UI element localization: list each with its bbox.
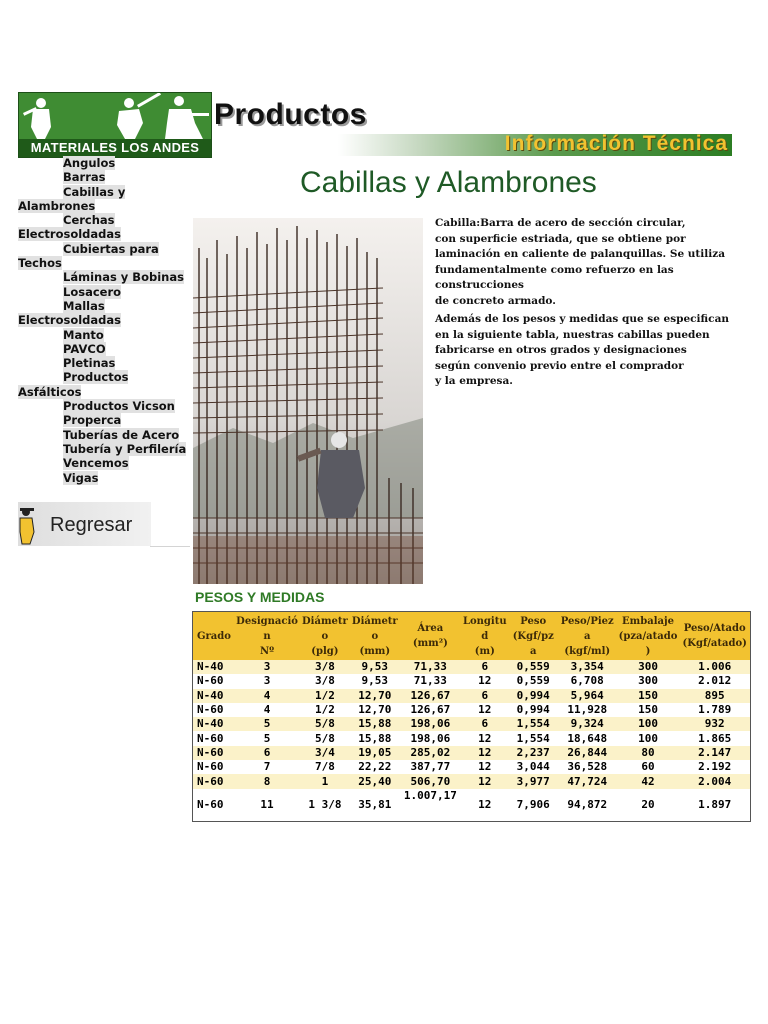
sidebar-item-losacero[interactable]: Losacero [63, 284, 122, 299]
table-cell: N-60 [193, 703, 235, 717]
table-cell: 1 3/8 [300, 789, 350, 822]
table-cell: 2.012 [679, 674, 750, 688]
company-logo [18, 92, 212, 158]
table-cell: 9,53 [350, 674, 400, 688]
table-row [193, 660, 751, 674]
table-row [193, 746, 751, 760]
sidebar-item-barras[interactable]: Barras [63, 170, 106, 185]
workers-silhouette-icon [19, 93, 211, 139]
table-cell: 3 [234, 674, 300, 688]
table-cell: N-60 [193, 760, 235, 774]
table-cell: 3 [234, 660, 300, 674]
table-cell: 12 [461, 731, 509, 745]
table-cell: 2.147 [679, 746, 750, 760]
table-cell: 5 [234, 731, 300, 745]
table-cell: 26,844 [558, 746, 617, 760]
table-cell: 5/8 [300, 731, 350, 745]
table-cell: 4 [234, 703, 300, 717]
specs-table [192, 611, 751, 822]
table-cell: 11,928 [558, 703, 617, 717]
sidebar-item-pavco[interactable]: PAVCO [63, 341, 106, 356]
table-cell: 35,81 [350, 789, 400, 822]
cabilla-description: Cabilla:Barra de acero de sección circular, con superficie estriada, que se obtiene por laminación en caliente de palanquillas. Se utiliza fundamentalmente como refuerzo en las construcciones de concreto armado. [435, 217, 726, 307]
table-cell: 11 [234, 789, 300, 822]
table-cell: 80 [617, 746, 680, 760]
table-cell: 198,06 [400, 717, 461, 731]
table-cell: N-60 [193, 774, 235, 788]
table-cell: 0,559 [509, 660, 558, 674]
table-cell: 506,70 [400, 774, 461, 788]
table-cell: 3,044 [509, 760, 558, 774]
sidebar-item-pletinas[interactable]: Pletinas [63, 356, 116, 371]
table-cell: 12,70 [350, 703, 400, 717]
table-row [193, 789, 751, 822]
table-cell: 8 [234, 774, 300, 788]
table-cell: 12 [461, 703, 509, 717]
table-cell: 12 [461, 774, 509, 788]
table-cell: 6 [461, 717, 509, 731]
sidebar-item-vencemos[interactable]: Vencemos [63, 456, 129, 471]
back-button-label: Regresar [50, 514, 133, 536]
sidebar-item-manto[interactable]: Manto [63, 327, 104, 342]
sidebar-item-properca[interactable]: Properca [63, 413, 122, 428]
info-banner [338, 134, 732, 156]
table-cell: 126,67 [400, 689, 461, 703]
table-cell: 71,33 [400, 660, 461, 674]
table-cell: N-60 [193, 789, 235, 822]
col-header-designacion: Designació n Nº [234, 612, 300, 661]
table-cell: 3/8 [300, 660, 350, 674]
table-cell: 6 [234, 746, 300, 760]
table-cell: 3/8 [300, 674, 350, 688]
table-cell: 1/2 [300, 689, 350, 703]
table-cell: 7/8 [300, 760, 350, 774]
table-cell: 300 [617, 674, 680, 688]
table-cell: 4 [234, 689, 300, 703]
products-title: Productos [214, 98, 367, 131]
table-cell: 100 [617, 717, 680, 731]
table-row [193, 674, 751, 688]
table-cell: N-40 [193, 660, 235, 674]
table-row [193, 774, 751, 788]
col-header-area: Área (mm²) [400, 612, 461, 661]
table-cell: 0,994 [509, 703, 558, 717]
table-cell: 1.865 [679, 731, 750, 745]
table-row [193, 731, 751, 745]
table-cell: 3,354 [558, 660, 617, 674]
table-cell: 12 [461, 789, 509, 822]
table-cell: 2.192 [679, 760, 750, 774]
table-cell: N-40 [193, 689, 235, 703]
col-header-peso-atado: Peso/Atado (Kgf/atado) [679, 612, 750, 661]
table-cell: 19,05 [350, 746, 400, 760]
col-header-peso-pieza: Peso/Piez a (kgf/ml) [558, 612, 617, 661]
table-cell: 3/4 [300, 746, 350, 760]
table-cell: 18,648 [558, 731, 617, 745]
sidebar-item-mallas[interactable]: Mallas Electrosoldadas [18, 298, 122, 328]
logo-text: MATERIALES LOS ANDES [19, 139, 211, 157]
table-row [193, 703, 751, 717]
sidebar-item-angulos[interactable]: Angulos [63, 156, 116, 170]
table-cell: 12,70 [350, 689, 400, 703]
table-cell: 1.006 [679, 660, 750, 674]
table-cell: 7 [234, 760, 300, 774]
col-header-diametro-mm: Diámetr o (mm) [350, 612, 400, 661]
table-cell: 60 [617, 760, 680, 774]
table-cell: 71,33 [400, 674, 461, 688]
table-cell: 9,324 [558, 717, 617, 731]
table-cell: 2,237 [509, 746, 558, 760]
table-cell: 1.007,17 [400, 789, 461, 822]
table-cell: 12 [461, 760, 509, 774]
col-header-longitud: Longitu d (m) [461, 612, 509, 661]
table-cell: 20 [617, 789, 680, 822]
table-cell: 932 [679, 717, 750, 731]
col-header-diametro-plg: Diámetr o (plg) [300, 612, 350, 661]
table-cell: 47,724 [558, 774, 617, 788]
table-cell: 2.004 [679, 774, 750, 788]
table-cell: N-60 [193, 731, 235, 745]
sidebar-item-cabillas[interactable]: Cabillas y Alambrones [18, 184, 126, 213]
sidebar-item-cubiertas[interactable]: Cubiertas para Techos [18, 241, 159, 271]
table-cell: 1,554 [509, 717, 558, 731]
table-cell: 895 [679, 689, 750, 703]
table-cell: 150 [617, 703, 680, 717]
table-cell: 300 [617, 660, 680, 674]
sidebar-item-laminas[interactable]: Láminas y Bobinas [63, 270, 184, 285]
col-header-embalaje: Embalaje (pza/atado ) [617, 612, 680, 661]
table-cell: N-40 [193, 717, 235, 731]
table-row [193, 689, 751, 703]
sidebar-item-vicson[interactable]: Productos Vicson [63, 399, 175, 414]
additional-info: Además de los pesos y medidas que se especifican en la siguiente tabla, nuestras cabillas pueden fabricarse en otros grados y designaciones según convenio previo entre el comprador y la empresa. [435, 313, 729, 388]
table-cell: 0,994 [509, 689, 558, 703]
table-cell: 94,872 [558, 789, 617, 822]
table-cell: 5,964 [558, 689, 617, 703]
table-row [193, 717, 751, 731]
table-cell: 15,88 [350, 717, 400, 731]
sidebar-item-cerchas[interactable]: Cerchas Electrosoldadas [18, 213, 122, 242]
table-cell: 1.897 [679, 789, 750, 822]
table-cell: 150 [617, 689, 680, 703]
table-body [193, 660, 751, 821]
table-cell: N-60 [193, 674, 235, 688]
table-cell: 1,554 [509, 731, 558, 745]
table-cell: 3,977 [509, 774, 558, 788]
table-cell: 5 [234, 717, 300, 731]
page-title: Cabillas y Alambrones [300, 166, 597, 199]
back-button[interactable] [18, 502, 151, 546]
table-cell: 1 [300, 774, 350, 788]
table-cell: 22,22 [350, 760, 400, 774]
info-banner-text: Información Técnica [504, 132, 728, 155]
table-cell: 25,40 [350, 774, 400, 788]
table-cell: 12 [461, 746, 509, 760]
table-cell: 126,67 [400, 703, 461, 717]
col-header-grado: Grado [193, 612, 235, 661]
table-row [193, 760, 751, 774]
table-cell: 0,559 [509, 674, 558, 688]
table-cell: 12 [461, 674, 509, 688]
section-heading: PESOS Y MEDIDAS [195, 589, 325, 605]
table-cell: 1.789 [679, 703, 750, 717]
sidebar-item-tuberias-acero[interactable]: Tuberías de Acero [63, 427, 180, 442]
divider [150, 546, 190, 547]
table-cell: 198,06 [400, 731, 461, 745]
table-cell: 9,53 [350, 660, 400, 674]
table-cell: 1/2 [300, 703, 350, 717]
table-cell: 6,708 [558, 674, 617, 688]
table-cell: 6 [461, 689, 509, 703]
table-header-row [193, 612, 751, 661]
table-cell: 7,906 [509, 789, 558, 822]
table-cell: 36,528 [558, 760, 617, 774]
table-cell: 387,77 [400, 760, 461, 774]
table-cell: 42 [617, 774, 680, 788]
table-cell: 285,02 [400, 746, 461, 760]
rebar-construction-photo [193, 218, 423, 584]
table-cell: N-60 [193, 746, 235, 760]
sidebar-item-vigas[interactable]: Vigas [63, 470, 99, 485]
sidebar-item-tuberia-perfileria[interactable]: Tubería y Perfilería [63, 441, 187, 456]
table-cell: 100 [617, 731, 680, 745]
sidebar-nav [18, 156, 190, 485]
table-cell: 6 [461, 660, 509, 674]
worker-back-icon [18, 506, 38, 546]
col-header-peso: Peso (Kgf/pz a [509, 612, 558, 661]
table-cell: 5/8 [300, 717, 350, 731]
sidebar-item-asfalticos[interactable]: Productos Asfálticos [18, 370, 129, 399]
table-cell: 15,88 [350, 731, 400, 745]
